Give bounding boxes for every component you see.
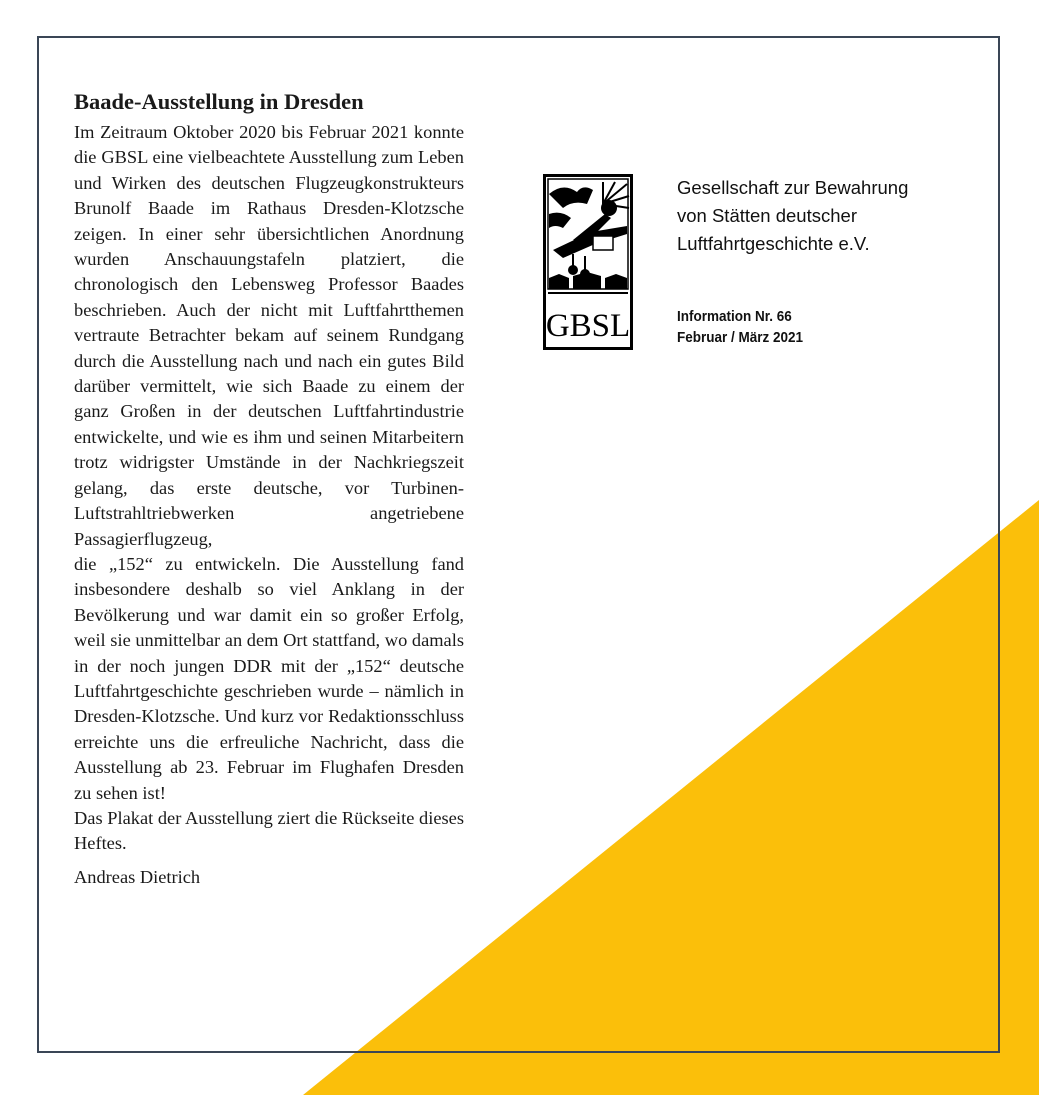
organization-name [677, 174, 908, 258]
article-headline: Baade-Ausstellung in Dresden [74, 89, 364, 114]
logo-text: GBSL [545, 308, 631, 344]
article [74, 88, 464, 890]
article-body: Im Zeitraum Oktober 2020 bis Februar 2021 konnte die GBSL eine vielbeachtete Ausstellung zum Leben und Wirken des deutschen Flugzeugkonstrukteurs Brunolf Baade im Rathaus Dresden-Klotzsche zeigen. In einer sehr übersichtlichen Anordnung wurden Anschauungstafeln platziert, die chronologisch den Lebensweg Professor Baades beschrieben. Auch der nicht mit Luftfahrtthemen vertraute Betrachter bekam auf seinem Rundgang durch die Ausstellung nach und nach ein gutes Bild darüber vermittelt, wie sich Baade zu einem der ganz Großen in der deutschen Luftfahrtindustrie entwickelte, und wie es ihm und seinen Mitarbeitern trotz widrigster Umstände in der Nachkriegszeit gelang, das erste deutsche, vor Turbinen-Luftstrahltriebwerken angetriebene Passagierflugzeug, die „152“ zu entwickeln. Die Ausstellung fand insbesondere deshalb so viel Anklang in der Bevölkerung und war damit ein so großer Erfolg, weil sie unmittelbar an dem Ort stattfand, wo damals in der noch jungen DDR mit der „152“ deutsche Luftfahrtgeschichte geschrieben wurde – nämlich in Dresden-Klotzsche. Und kurz vor Redaktionsschluss erreichte uns die erfreuliche Nachricht, dass die Ausstellung ab 23. Februar im Flughafen Dresden zu sehen ist! Das Plakat der Ausstellung ziert die Rückseite dieses Heftes. [74, 122, 464, 854]
organization-line-3: Luftfahrtgeschichte e.V. [677, 233, 870, 254]
organization-line-1: Gesellschaft zur Bewahrung [677, 177, 909, 198]
issue-date: Februar / März 2021 [677, 329, 804, 346]
article-author: Andreas Dietrich [74, 866, 201, 887]
issue-info [677, 306, 803, 348]
organization-line-2: von Stätten deutscher [677, 205, 857, 226]
issue-number: Information Nr. 66 [677, 308, 792, 325]
gbsl-logo-icon [543, 174, 633, 350]
